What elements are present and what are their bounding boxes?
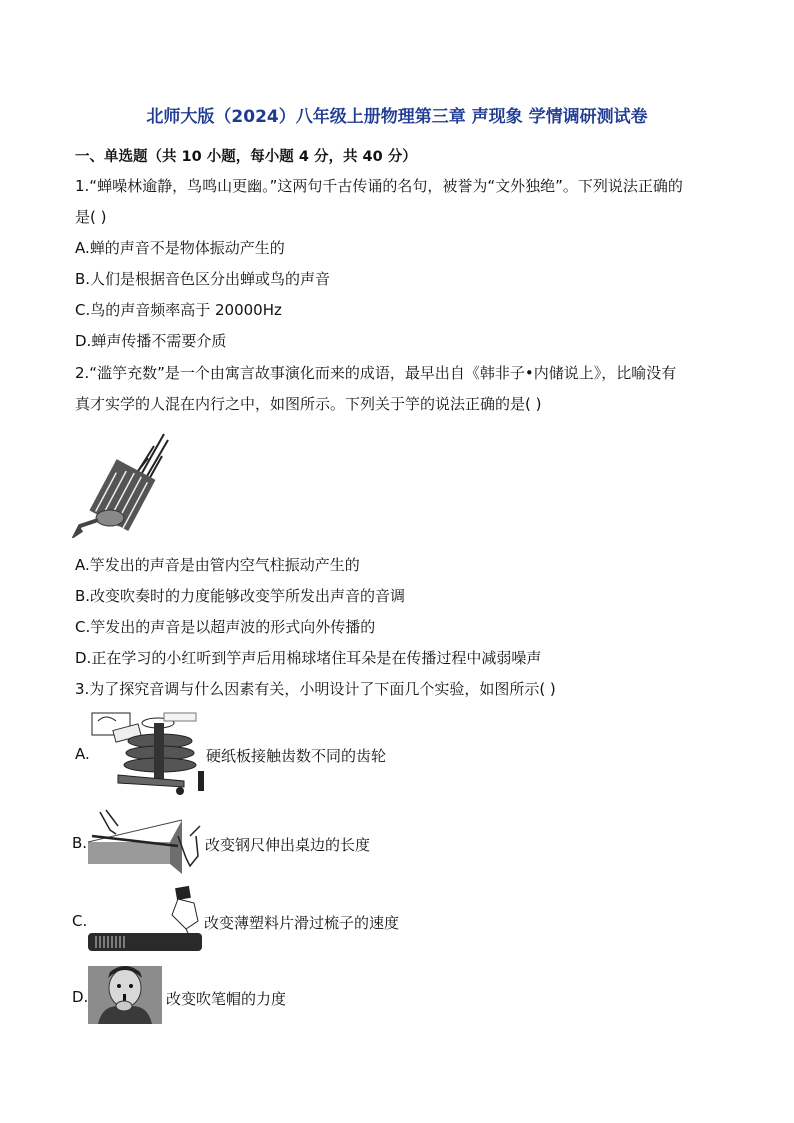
- q3-option-d-letter: D.: [72, 988, 89, 1006]
- q2-stem-line1: 2.“滥竽充数”是一个由寓言故事演化而来的成语，最早出自《韩非子•内储说上》，比喻没有: [75, 364, 677, 382]
- comb-card-figure: [86, 885, 204, 955]
- q1-stem-line2: 是( ): [75, 208, 107, 226]
- q3-option-a-letter: A.: [75, 745, 90, 763]
- q2-stem-line2: 真才实学的人混在内行之中，如图所示。下列关于竽的说法正确的是( ): [75, 395, 542, 413]
- q1-option-d: D.蝉声传播不需要介质: [75, 332, 227, 350]
- q1-option-c: C.鸟的声音频率高于 20000Hz: [75, 301, 282, 319]
- q1-option-b: B.人们是根据音色区分出蝉或鸟的声音: [75, 270, 331, 288]
- q3-option-b-text: 改变钢尺伸出桌边的长度: [205, 836, 371, 854]
- yu-instrument-figure: [72, 426, 172, 538]
- ruler-table-figure: [86, 806, 204, 874]
- q3-option-d-text: 改变吹笔帽的力度: [166, 990, 287, 1008]
- q3-option-b-letter: B.: [72, 834, 88, 852]
- boy-pen-cap-figure: [88, 966, 162, 1024]
- q3-option-a-text: 硬纸板接触齿数不同的齿轮: [206, 747, 387, 765]
- section-heading: 一、单选题（共 10 小题，每小题 4 分，共 40 分）: [75, 149, 417, 165]
- q2-option-b: B.改变吹奏时的力度能够改变竽所发出声音的音调: [75, 587, 406, 605]
- q1-option-a: A.蝉的声音不是物体振动产生的: [75, 239, 285, 257]
- page-title: 北师大版（2024）八年级上册物理第三章 声现象 学情调研测试卷: [146, 107, 648, 127]
- q1-stem-line1: 1.“蝉噪林逾静，鸟鸣山更幽。”这两句千古传诵的名句，被誉为“文外独绝”。下列说法正确的: [75, 177, 683, 195]
- q3-option-c-text: 改变薄塑料片滑过梳子的速度: [204, 914, 400, 932]
- q2-option-a: A.竽发出的声音是由管内空气柱振动产生的: [75, 556, 360, 574]
- q2-option-d: D.正在学习的小红听到竽声后用棉球堵住耳朵是在传播过程中减弱噪声: [75, 649, 542, 667]
- gear-card-figure: [88, 709, 206, 797]
- q3-stem: 3.为了探究音调与什么因素有关，小明设计了下面几个实验，如图所示( ): [75, 680, 556, 698]
- q2-option-c: C.竽发出的声音是以超声波的形式向外传播的: [75, 618, 376, 636]
- q3-option-c-letter: C.: [72, 912, 88, 930]
